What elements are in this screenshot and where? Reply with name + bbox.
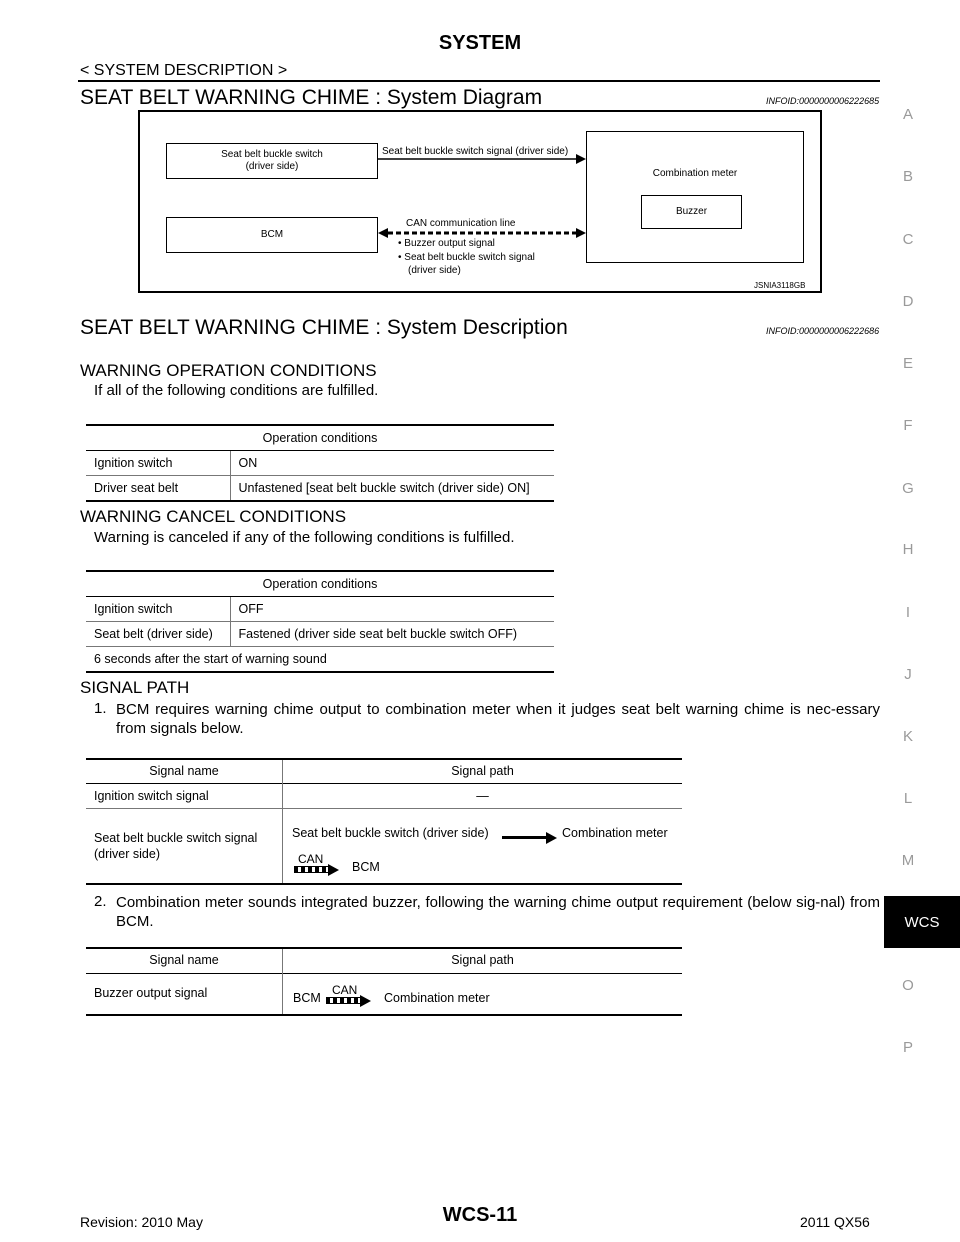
diagram-bullet-buckle-2: (driver side) — [408, 265, 461, 276]
table2-bottom-rule — [86, 1014, 682, 1016]
table-cell-value: Fastened (driver side seat belt buckle switch OFF) — [230, 622, 554, 647]
side-index-m[interactable]: M — [901, 852, 915, 869]
arrow-shaft — [502, 836, 546, 839]
diagram-code: JSNIA3118GB — [754, 281, 806, 290]
diagram-box-bcm-label: BCM — [260, 229, 284, 240]
heading-warning-cancel: WARNING CANCEL CONDITIONS — [80, 507, 347, 526]
table-cell-value: ON — [230, 451, 554, 476]
table-cell-value: OFF — [230, 597, 554, 622]
step-text-1: BCM requires warning chime output to combination meter when it judges seat belt warning chime is nec-essary from signals below. — [116, 701, 880, 737]
table2-row1-from: BCM — [293, 991, 321, 1005]
system-diagram — [138, 110, 822, 293]
diagram-signal-label: Seat belt buckle switch signal (driver side) — [382, 146, 569, 157]
table1-row1-name: Ignition switch signal — [94, 789, 209, 803]
table-header: Operation conditions — [86, 571, 554, 597]
side-index-b[interactable]: B — [902, 168, 913, 185]
side-index-e[interactable]: E — [902, 355, 913, 372]
table-cell-item: Seat belt (driver side) — [86, 622, 230, 647]
diagram-bullet-buckle: • Seat belt buckle switch signal — [398, 252, 535, 263]
info-id-description: INFOID:0000000006222686 — [766, 326, 880, 336]
diagram-can-left-arrowhead — [378, 228, 388, 238]
diagram-connections — [140, 112, 820, 292]
side-tab-wcs[interactable]: WCS — [884, 896, 960, 948]
diagram-box-buzzer-label: Buzzer — [675, 206, 708, 217]
text-warning-cancel-intro: Warning is canceled if any of the following conditions is fulfilled. — [94, 529, 515, 546]
can-arrow — [326, 992, 371, 1010]
diagram-box-buckle-switch-label: Seat belt buckle switch (driver side) — [221, 149, 323, 172]
info-id-diagram: INFOID:0000000006222685 — [766, 96, 880, 106]
table1-row1-path: — — [476, 789, 489, 803]
step-number-2: 2. — [94, 893, 107, 910]
solid-arrow — [502, 829, 557, 847]
section-title-system-diagram: SEAT BELT WARNING CHIME : System Diagram — [80, 86, 543, 109]
page-header-title: SYSTEM — [438, 32, 522, 54]
table-row — [86, 476, 554, 502]
table-header: Operation conditions — [86, 425, 554, 451]
table2-top-rule — [86, 947, 682, 949]
footer-page-number: WCS-11 — [442, 1204, 518, 1226]
side-index-k[interactable]: K — [902, 728, 913, 745]
table2-row1-to: Combination meter — [384, 991, 490, 1005]
table1-top-rule — [86, 758, 682, 760]
table-row — [86, 622, 554, 647]
table1-col-signal-path: Signal path — [451, 764, 514, 778]
step-text-2: Combination meter sounds integrated buzzer, following the warning chime output requirement (below sig-nal) from BCM. — [116, 894, 880, 930]
side-index-i[interactable]: I — [905, 604, 911, 621]
diagram-signal-arrowhead — [576, 154, 586, 164]
table1-row2-path-to: Combination meter — [562, 826, 668, 840]
side-index-h[interactable]: H — [902, 541, 914, 558]
table1-row2-name: Seat belt buckle switch signal — [94, 831, 258, 845]
text-warning-operation-intro: If all of the following conditions are fulfilled. — [94, 382, 379, 399]
footer-model: 2011 QX56 — [800, 1214, 870, 1230]
side-index-f[interactable]: F — [903, 417, 913, 434]
table-warning-cancel — [86, 570, 554, 673]
page-header-subtitle: < SYSTEM DESCRIPTION > — [80, 62, 288, 79]
step-number-1: 1. — [94, 700, 107, 717]
arrow-head-icon — [360, 995, 371, 1007]
heading-signal-path: SIGNAL PATH — [80, 678, 190, 697]
diagram-can-right-arrowhead — [576, 228, 586, 238]
table-cell-span: 6 seconds after the start of warning sound — [86, 647, 554, 673]
can-label: CAN — [298, 852, 324, 866]
table-cell-item: Ignition switch — [86, 597, 230, 622]
side-index-g[interactable]: G — [902, 480, 914, 497]
table1-col-signal-name: Signal name — [149, 764, 219, 778]
arrow-head-icon — [328, 864, 339, 876]
table-row — [86, 597, 554, 622]
can-arrow — [294, 861, 339, 879]
table-row — [86, 647, 554, 673]
header-rule — [78, 80, 880, 82]
can-dash-line — [294, 866, 328, 873]
section-title-system-description: SEAT BELT WARNING CHIME : System Description — [80, 316, 568, 339]
side-index-d[interactable]: D — [902, 293, 914, 310]
table1-row2-path-from: Seat belt buckle switch (driver side) — [292, 826, 489, 840]
side-index-j[interactable]: J — [904, 666, 912, 683]
diagram-bullet-buzzer: • Buzzer output signal — [398, 238, 495, 249]
heading-warning-operation: WARNING OPERATION CONDITIONS — [80, 361, 377, 380]
table2-header-rule — [86, 973, 682, 974]
table1-header-rule — [86, 783, 682, 784]
table1-row2-name-cont: (driver side) — [94, 847, 160, 861]
arrow-head-icon — [546, 832, 557, 844]
table1-col-divider — [282, 760, 283, 883]
side-index-o[interactable]: O — [902, 977, 914, 994]
can-label: CAN — [332, 983, 358, 997]
table2-col-signal-name: Signal name — [149, 953, 219, 967]
table-warning-operation — [86, 424, 554, 502]
table2-col-signal-path: Signal path — [451, 953, 514, 967]
side-index-p[interactable]: P — [902, 1039, 913, 1056]
table-cell-item: Ignition switch — [86, 451, 230, 476]
table2-row1-name: Buzzer output signal — [94, 986, 208, 1000]
table1-row2-path-bcm: BCM — [352, 860, 380, 874]
diagram-box-meter-label: Combination meter — [652, 168, 738, 179]
footer-revision: Revision: 2010 May — [80, 1214, 203, 1230]
side-index-a[interactable]: A — [902, 106, 913, 123]
table1-row-rule — [86, 808, 682, 809]
table-row — [86, 451, 554, 476]
table-cell-value: Unfastened [seat belt buckle switch (driver side) ON] — [230, 476, 554, 502]
table1-bottom-rule — [86, 883, 682, 885]
side-index-c[interactable]: C — [902, 231, 914, 248]
side-index-l[interactable]: L — [903, 790, 913, 807]
can-dash-line — [326, 997, 360, 1004]
table-cell-item: Driver seat belt — [86, 476, 230, 502]
diagram-can-label: CAN communication line — [406, 218, 516, 229]
